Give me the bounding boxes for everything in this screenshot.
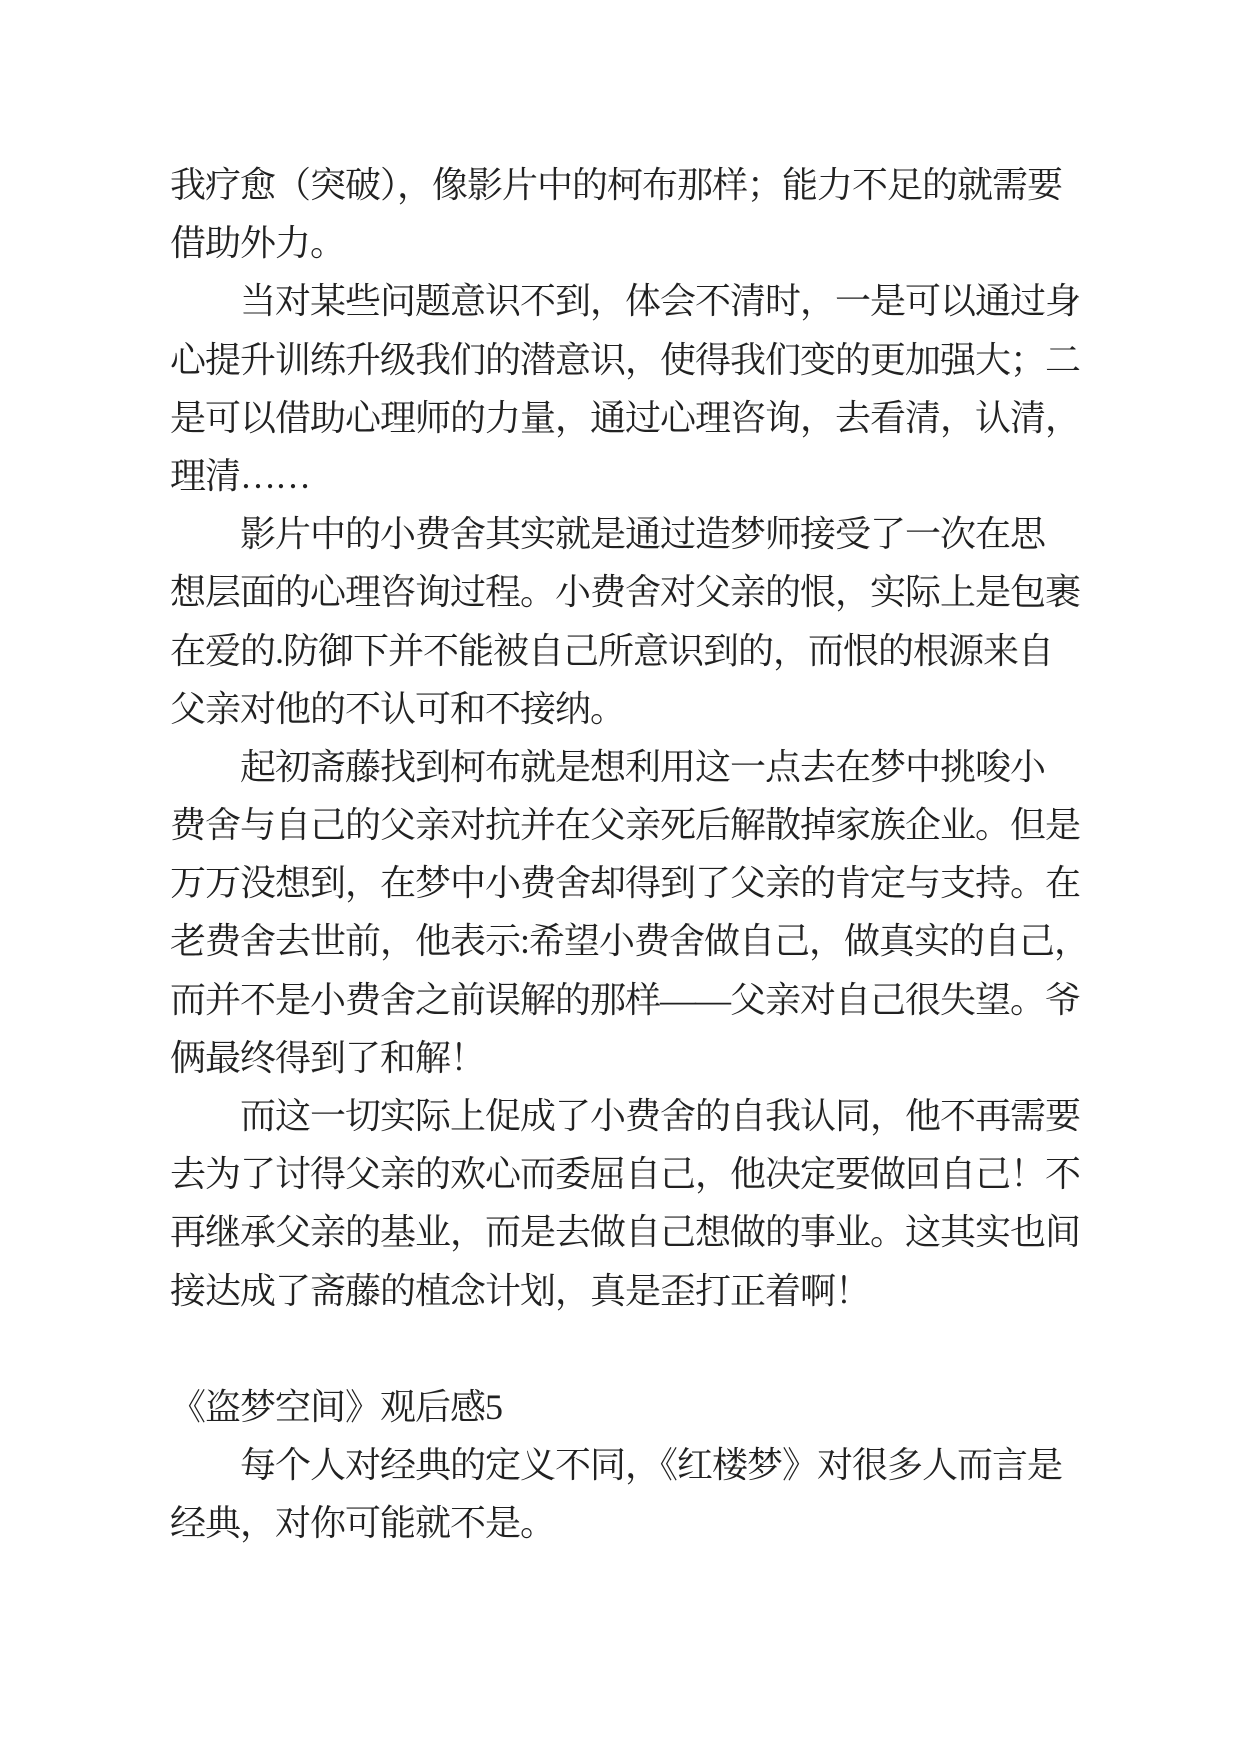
text-line: 父亲对他的不认可和不接纳。	[170, 688, 626, 729]
blank-line	[170, 1320, 1086, 1378]
text-line: 经典，对你可能就不是。	[170, 1503, 556, 1544]
text-line: 老费舍去世前，他表示:希望小费舍做自己，做真实的自己，	[170, 921, 1090, 962]
text-line: 想层面的心理咨询过程。小费舍对父亲的恨，实际上是包裹	[170, 572, 1081, 613]
text-line: 费舍与自己的父亲对抗并在父亲死后解散掉家族企业。但是	[170, 805, 1081, 846]
text-line: 每个人对经典的定义不同，《红楼梦》对很多人而言是	[240, 1445, 1063, 1486]
text-line: 我疗愈（突破），像影片中的柯布那样；能力不足的就需要	[170, 165, 1063, 205]
text-line: 接达成了斋藤的植念计划，真是歪打正着啊！	[170, 1270, 871, 1311]
text-line: 再继承父亲的基业，而是去做自己想做的事业。这其实也间	[170, 1212, 1081, 1253]
text-line: 理清……	[170, 455, 311, 496]
text-line: 是可以借助心理师的力量，通过心理咨询，去看清，认清，	[170, 397, 1081, 438]
text-line: 当对某些问题意识不到，体会不清时，一是可以通过身	[240, 281, 1081, 322]
text-line: 去为了讨得父亲的欢心而委屈自己，他决定要做回自己！不	[170, 1154, 1081, 1195]
text-line: 影片中的小费舍其实就是通过造梦师接受了一次在思	[240, 514, 1046, 555]
text-line: 心提升训练升级我们的潜意识，使得我们变的更加强大；二	[170, 339, 1081, 380]
text-line: 俩最终得到了和解！	[170, 1037, 486, 1078]
text-line: 在爱的.防御下并不能被自己所意识到的，而恨的根源来自	[170, 630, 1054, 671]
text-line: 而并不是小费舍之前误解的那样——父亲对自己很失望。爷	[170, 979, 1081, 1020]
document-body	[170, 156, 1090, 1553]
text-line: 起初斋藤找到柯布就是想利用这一点去在梦中挑唆小	[240, 746, 1046, 787]
text-line: 借助外力。	[170, 223, 346, 264]
text-line: 万万没想到，在梦中小费舍却得到了父亲的肯定与支持。在	[170, 863, 1081, 904]
text-line: 而这一切实际上促成了小费舍的自我认同，他不再需要	[240, 1096, 1081, 1136]
section-heading: 《盗梦空间》观后感5	[170, 1386, 503, 1427]
